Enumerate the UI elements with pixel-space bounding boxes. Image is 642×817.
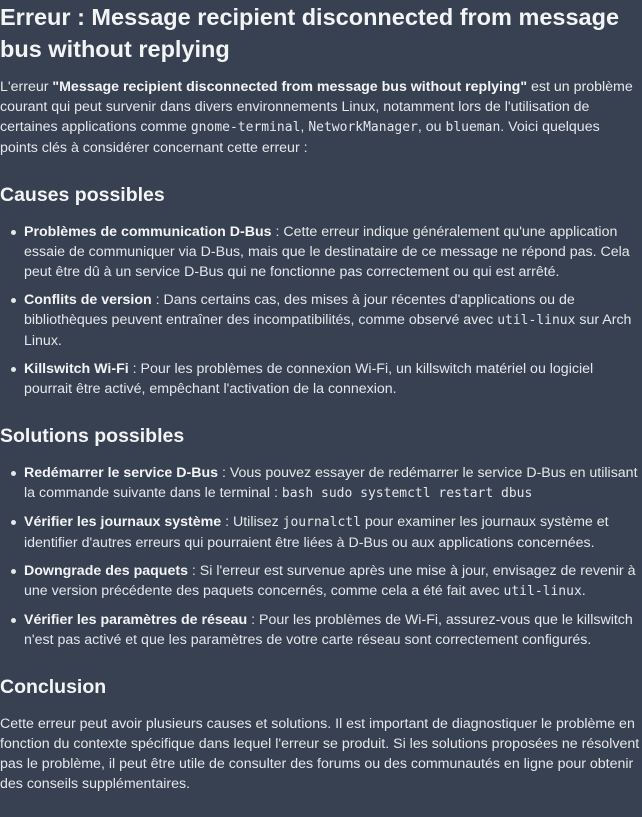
list-item [0,222,642,282]
cause-code: util-linux [497,313,576,328]
list-item [0,561,642,602]
cause-title: Killswitch Wi-Fi [24,361,129,377]
intro-sep-1: , [300,119,309,135]
conclusion-heading: Conclusion [0,676,107,698]
list-item [0,290,642,351]
intro-code-networkmanager: NetworkManager [308,120,418,135]
cause-text: : Cette erreur indique généralement qu'une application essaie de communiquer via D-Bus, mais que le destinataire de ce message ne répond pas. Cela peut être dû à un service D-Bus qui ne fonctionne pas correctement ou qui est arrêté. [24,224,630,280]
solution-text: : Si l'erreur est survenue après une mise à jour, envisagez de revenir à une version précédente des paquets concernés, comme cela a été fait avec [24,563,636,599]
intro-text-1: L'erreur [0,79,53,95]
solutions-heading: Solutions possibles [0,425,185,447]
solution-title: Downgrade des paquets [24,563,188,579]
intro-code-gnome-terminal: gnome-terminal [190,120,301,135]
intro-code-blueman: blueman [445,120,501,135]
cause-title: Conflits de version [24,292,152,308]
page-title: Erreur : Message recipient disconnected from message bus without replying [0,4,620,62]
solution-code: journalctl [282,515,361,530]
causes-list [0,222,642,407]
list-item [0,359,642,399]
list-item [0,610,642,650]
causes-heading: Causes possibles [0,184,165,206]
solution-title: Vérifier les journaux système [24,514,222,530]
solution-text-2: . [581,583,586,599]
cause-title: Problèmes de communication D-Bus [24,224,272,240]
list-item [0,512,642,553]
solution-text: : Pour les problèmes de Wi-Fi, assurez-vous que le killswitch n'est pas activé et que les paramètres de votre carte réseau sont correctement configurés. [24,612,633,648]
solution-text: : Vous pouvez essayer de redémarrer le service D-Bus en utilisant la commande suivante dans le terminal : [24,465,638,501]
intro-paragraph [0,77,640,158]
solution-text: : Utilisez [221,514,283,530]
solution-code: bash sudo systemctl restart dbus [281,486,533,501]
solution-text-2: pour examiner les journaux système et identifier d'autres erreurs qui pourraient être liées à D-Bus ou aux applications concernées. [24,514,609,551]
solution-title: Redémarrer le service D-Bus [24,465,218,481]
cause-text-2: sur Arch Linux. [24,312,632,349]
conclusion-paragraph: Cette erreur peut avoir plusieurs causes et solutions. Il est important de diagnostiquer le problème en fonction du contexte spécifique dans lequel l'erreur se produit. Si les solutions proposées ne résolvent pas le problème, il peut être utile de consulter des forums ou des communautés en ligne pour obtenir des conseils supplémentaires. [0,716,640,792]
intro-text-2: est un problème courant qui peut survenir dans divers environnements Linux, notamment lors de l'utilisation de certaines applications comme [0,79,633,135]
solutions-list [0,463,642,658]
intro-sep-2: , ou [417,119,446,135]
intro-text-3: . Voici quelques points clés à considérer concernant cette erreur : [0,119,600,156]
intro-error-message: "Message recipient disconnected from message bus without replying" [52,79,528,95]
cause-text: : Dans certains cas, des mises à jour récentes d'applications ou de bibliothèques peuvent entraîner des incompatibilités, comme observé avec [24,292,575,328]
cause-text: : Pour les problèmes de connexion Wi-Fi, un killswitch matériel ou logiciel pourrait être activé, empêchant l'activation de la connexion. [24,361,594,397]
solution-title: Vérifier les paramètres de réseau [24,612,248,628]
list-item [0,463,642,504]
solution-code: util-linux [503,584,582,599]
